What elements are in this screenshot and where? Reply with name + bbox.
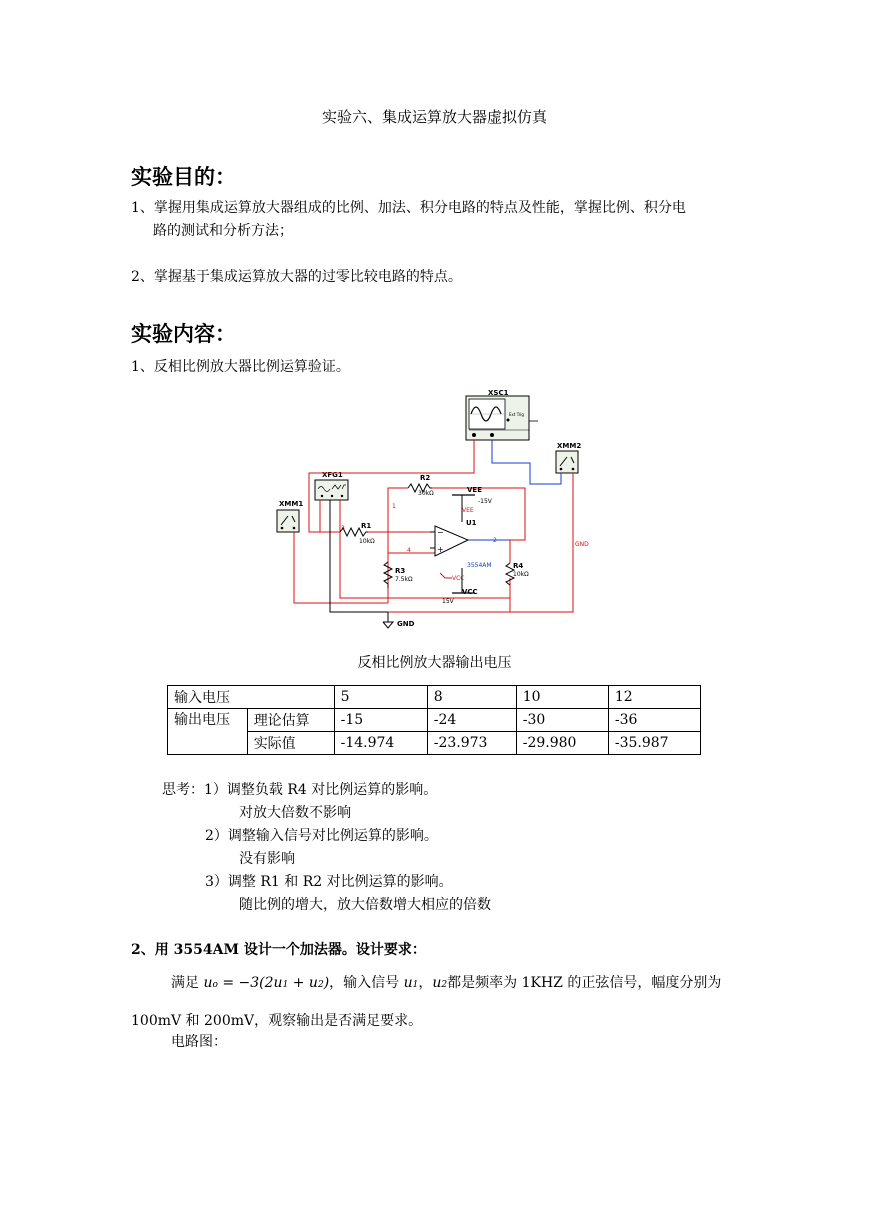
red-wires bbox=[294, 440, 573, 612]
u1-label: U1 bbox=[466, 519, 477, 527]
vcc-label: VCC bbox=[462, 588, 478, 596]
content-heading: 实验内容： bbox=[131, 322, 236, 346]
figure-caption: 反相比例放大器输出电压 bbox=[357, 655, 512, 671]
net-3-label: 3 bbox=[341, 525, 345, 532]
think-q1: 思考：1）调整负载 R4 对比例运算的影响。 bbox=[162, 782, 438, 798]
section-2-heading: 2、用 3554AM 设计一个加法器。设计要求： bbox=[131, 942, 426, 958]
circuit-diagram bbox=[270, 388, 600, 633]
net-2-label: 2 bbox=[493, 537, 497, 544]
r3-value: 7.5kΩ bbox=[395, 576, 413, 583]
vcc-net: VCC bbox=[452, 575, 465, 582]
purpose-item-1-line1: 1、掌握用集成运算放大器组成的比例、加法、积分电路的特点及性能，掌握比例、积分电 bbox=[131, 200, 686, 216]
think-a3: 随比例的增大，放大倍数增大相应的倍数 bbox=[239, 897, 491, 913]
table-cell: -29.980 bbox=[516, 732, 608, 755]
purpose-item-2: 2、掌握基于集成运算放大器的过零比较电路的特点。 bbox=[131, 269, 462, 285]
purpose-item-1-line2: 路的测试和分析方法； bbox=[153, 223, 293, 239]
r2-name: R2 bbox=[420, 474, 431, 482]
theory-label: 理论估算 bbox=[247, 709, 334, 732]
page-title: 实验六、集成运算放大器虚拟仿真 bbox=[321, 108, 547, 126]
results-table bbox=[167, 685, 701, 755]
r3-name: R3 bbox=[395, 567, 406, 575]
actual-label: 实际值 bbox=[247, 732, 334, 755]
xfg1-label: XFG1 bbox=[322, 471, 343, 479]
think-a1: 对放大倍数不影响 bbox=[239, 805, 351, 821]
table-cell: 12 bbox=[608, 686, 700, 709]
table-cell: 8 bbox=[427, 686, 516, 709]
vcc-value: 15V bbox=[442, 598, 454, 605]
section-2-line-3: 电路图： bbox=[171, 1034, 227, 1050]
net-4-label: 4 bbox=[407, 547, 411, 554]
think-q3: 3）调整 R1 和 R2 对比例运算的影响。 bbox=[205, 874, 453, 890]
function-generator-icon bbox=[315, 480, 348, 500]
table-cell: 5 bbox=[334, 686, 427, 709]
ext-trig-label: Ext Trig bbox=[509, 412, 524, 417]
section-2-line-1: 满足 uo = −3(2u1 + u2)，输入信号 u1，u2都是频率为 1KHZ 的正弦信号，幅度分别为 bbox=[171, 975, 722, 991]
content-item-1: 1、反相比例放大器比例运算验证。 bbox=[131, 359, 350, 375]
table-cell: 10 bbox=[516, 686, 608, 709]
purpose-heading: 实验目的： bbox=[131, 165, 236, 189]
think-q2: 2）调整输入信号对比例运算的影响。 bbox=[205, 828, 438, 844]
table-row bbox=[168, 686, 701, 709]
r1-value: 10kΩ bbox=[359, 538, 375, 545]
vee-net: VEE bbox=[462, 507, 474, 514]
table-cell: -35.987 bbox=[608, 732, 700, 755]
section-2-line-2: 100mV 和 200mV，观察输出是否满足要求。 bbox=[131, 1013, 423, 1029]
r2-value: 30kΩ bbox=[418, 490, 434, 497]
output-voltage-header: 输出电压 bbox=[168, 709, 248, 755]
xmm2-label: XMM2 bbox=[557, 442, 582, 450]
xmm1-label: XMM1 bbox=[279, 500, 304, 508]
table-row bbox=[168, 732, 701, 755]
think-a2: 没有影响 bbox=[239, 851, 295, 867]
r1-name: R1 bbox=[361, 522, 372, 530]
r4-name: R4 bbox=[513, 562, 524, 570]
table-cell: -23.973 bbox=[427, 732, 516, 755]
ground-symbol bbox=[383, 622, 393, 628]
oscilloscope-icon bbox=[466, 396, 538, 440]
svg-text:+: + bbox=[437, 545, 444, 554]
multimeter-2-icon bbox=[556, 451, 578, 473]
xsc1-label: XSC1 bbox=[488, 389, 509, 397]
op-amp-symbol bbox=[430, 526, 468, 556]
svg-text:−: − bbox=[437, 528, 444, 537]
table-row bbox=[168, 709, 701, 732]
net-1-label: 1 bbox=[392, 503, 396, 510]
gnd-label: GND bbox=[397, 620, 415, 628]
vee-value: -15V bbox=[478, 498, 492, 505]
table-cell: -15 bbox=[334, 709, 427, 732]
table-cell: -14.974 bbox=[334, 732, 427, 755]
table-cell: -24 bbox=[427, 709, 516, 732]
formula: uo = −3(2u1 + u2) bbox=[203, 975, 330, 991]
gnd-net: GND bbox=[575, 541, 589, 548]
input-voltage-header: 输入电压 bbox=[168, 686, 335, 709]
table-cell: -36 bbox=[608, 709, 700, 732]
chip-label: 3554AM bbox=[467, 562, 492, 569]
table-cell: -30 bbox=[516, 709, 608, 732]
r4-value: 10kΩ bbox=[513, 571, 529, 578]
vee-label: VEE bbox=[467, 486, 482, 494]
multimeter-1-icon bbox=[277, 510, 299, 532]
